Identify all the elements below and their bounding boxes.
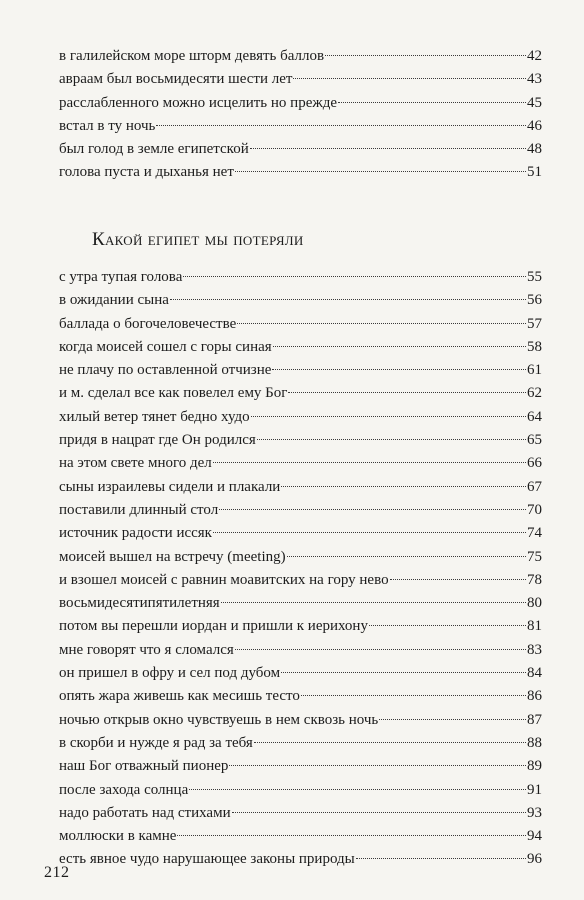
dot-leader bbox=[254, 742, 526, 743]
entry-title: расслабленного можно исцелить но прежде bbox=[59, 94, 338, 111]
entry-page: 78 bbox=[527, 571, 542, 588]
entry-page: 65 bbox=[527, 432, 542, 449]
entry-page: 42 bbox=[527, 48, 542, 64]
toc-entry bbox=[59, 662, 542, 685]
entry-title: моисей вышел на встречу (meeting) bbox=[59, 548, 286, 565]
entry-title: мне говорят что я сломался bbox=[59, 641, 234, 658]
toc-entry bbox=[59, 161, 542, 184]
dot-leader bbox=[273, 346, 526, 347]
dot-leader bbox=[229, 765, 526, 766]
toc-entry bbox=[59, 755, 542, 778]
dot-leader bbox=[237, 323, 526, 324]
entry-page: 93 bbox=[527, 804, 542, 821]
dot-leader bbox=[281, 486, 526, 487]
entry-page: 81 bbox=[527, 618, 542, 635]
toc-entry bbox=[59, 569, 542, 592]
dot-leader bbox=[288, 392, 526, 393]
entry-title: надо работать над стихами bbox=[59, 804, 231, 821]
toc-entry bbox=[59, 825, 542, 848]
entry-page: 58 bbox=[527, 338, 542, 355]
dot-leader bbox=[379, 719, 526, 720]
entry-title: в скорби и нужде я рад за тебя bbox=[59, 734, 253, 751]
dot-leader bbox=[183, 276, 526, 277]
entry-title: в ожидании сына bbox=[59, 292, 169, 309]
dot-leader bbox=[281, 672, 526, 673]
dot-leader bbox=[325, 55, 526, 56]
entry-title: сыны израилевы сидели и плакали bbox=[59, 478, 281, 495]
entry-page: 84 bbox=[527, 665, 542, 682]
entry-title: придя в нацрат где Он родился bbox=[59, 432, 256, 449]
entry-page: 46 bbox=[527, 117, 542, 134]
toc-entry bbox=[59, 406, 542, 429]
entry-page: 74 bbox=[527, 525, 542, 542]
toc-entry bbox=[59, 359, 542, 382]
entry-title: источник радости иссяк bbox=[59, 525, 212, 542]
entry-title: потом вы перешли иордан и пришли к иерихону bbox=[59, 618, 368, 635]
entry-title: когда моисей сошел с горы синая bbox=[59, 338, 272, 355]
toc-entry bbox=[59, 115, 542, 138]
entry-title: ночью открыв окно чувствуешь в нем сквозь ночь bbox=[59, 711, 379, 728]
dot-leader bbox=[235, 649, 526, 650]
entry-title: встал в ту ночь bbox=[59, 117, 156, 134]
entry-page: 67 bbox=[527, 478, 542, 495]
toc-entry bbox=[59, 382, 542, 405]
entry-page: 88 bbox=[527, 734, 542, 751]
dot-leader bbox=[232, 812, 526, 813]
toc-entry bbox=[59, 685, 542, 708]
toc-entry bbox=[59, 522, 542, 545]
toc-entry bbox=[59, 138, 542, 161]
entry-title: после захода солнца bbox=[59, 781, 189, 798]
entry-title: восьмидесятипятилетняя bbox=[59, 595, 220, 612]
toc-section-list bbox=[59, 266, 542, 872]
dot-leader bbox=[369, 625, 526, 626]
entry-page: 55 bbox=[527, 269, 542, 285]
entry-title: голова пуста и дыханья нет bbox=[59, 164, 234, 181]
entry-page: 56 bbox=[527, 292, 542, 309]
entry-page: 80 bbox=[527, 595, 542, 612]
toc-entry bbox=[59, 709, 542, 732]
toc-entry bbox=[59, 68, 542, 91]
toc-entry bbox=[59, 779, 542, 802]
entry-page: 94 bbox=[527, 828, 542, 845]
entry-title: опять жара живешь как месишь тесто bbox=[59, 688, 300, 705]
entry-page: 87 bbox=[527, 711, 542, 728]
toc-entry bbox=[59, 802, 542, 825]
entry-title: не плачу по оставленной отчизне bbox=[59, 362, 272, 379]
entry-title: и взошел моисей с равнин моавитских на гору нево bbox=[59, 571, 389, 588]
toc-top-list bbox=[59, 45, 542, 185]
dot-leader bbox=[257, 439, 526, 440]
entry-title: моллюски в камне bbox=[59, 828, 177, 845]
dot-leader bbox=[301, 695, 526, 696]
entry-title: авраам был восьмидесяти шести лет bbox=[59, 71, 293, 88]
entry-page: 57 bbox=[527, 315, 542, 332]
toc-entry bbox=[59, 289, 542, 312]
entry-page: 64 bbox=[527, 408, 542, 425]
entry-page: 48 bbox=[527, 141, 542, 158]
toc-entry bbox=[59, 592, 542, 615]
entry-page: 43 bbox=[527, 71, 542, 88]
toc-entry bbox=[59, 45, 542, 68]
section-title: Какой египет мы потеряли bbox=[92, 229, 304, 250]
dot-leader bbox=[213, 532, 526, 533]
toc-entry bbox=[59, 452, 542, 475]
dot-leader bbox=[177, 835, 526, 836]
toc-entry bbox=[59, 546, 542, 569]
toc-entry bbox=[59, 732, 542, 755]
entry-title: и м. сделал все как повелел ему Бог bbox=[59, 385, 288, 402]
dot-leader bbox=[251, 416, 526, 417]
entry-page: 45 bbox=[527, 94, 542, 111]
entry-title: на этом свете много дел bbox=[59, 455, 212, 472]
entry-page: 62 bbox=[527, 385, 542, 402]
toc-entry bbox=[59, 615, 542, 638]
entry-page: 66 bbox=[527, 455, 542, 472]
toc-entry bbox=[59, 639, 542, 662]
toc-entry bbox=[59, 848, 542, 871]
dot-leader bbox=[390, 579, 526, 580]
entry-page: 89 bbox=[527, 758, 542, 775]
dot-leader bbox=[338, 102, 526, 103]
entry-title: он пришел в офру и сел под дубом bbox=[59, 665, 281, 682]
entry-page: 75 bbox=[527, 548, 542, 565]
entry-page: 86 bbox=[527, 688, 542, 705]
entry-title: хилый ветер тянет бедно худо bbox=[59, 408, 250, 425]
dot-leader bbox=[293, 78, 526, 79]
entry-title: баллада о богочеловечестве bbox=[59, 315, 237, 332]
page-number: 212 bbox=[44, 864, 70, 881]
entry-title: в галилейском море шторм девять баллов bbox=[59, 48, 325, 64]
dot-leader bbox=[235, 171, 526, 172]
dot-leader bbox=[219, 509, 526, 510]
toc-entry bbox=[59, 92, 542, 115]
entry-title: был голод в земле египетской bbox=[59, 141, 249, 158]
entry-title: поставили длинный стол bbox=[59, 501, 219, 518]
entry-page: 61 bbox=[527, 362, 542, 379]
toc-entry bbox=[59, 336, 542, 359]
toc-entry bbox=[59, 476, 542, 499]
entry-page: 70 bbox=[527, 501, 542, 518]
dot-leader bbox=[221, 602, 526, 603]
entry-title: с утра тупая голова bbox=[59, 269, 183, 285]
dot-leader bbox=[287, 556, 526, 557]
entry-title: наш Бог отважный пионер bbox=[59, 758, 229, 775]
toc-entry bbox=[59, 266, 542, 289]
dot-leader bbox=[356, 858, 526, 859]
dot-leader bbox=[272, 369, 526, 370]
entry-title: есть явное чудо нарушающее законы природы bbox=[59, 851, 355, 868]
toc-entry bbox=[59, 429, 542, 452]
dot-leader bbox=[189, 789, 526, 790]
toc-entry bbox=[59, 499, 542, 522]
toc-entry bbox=[59, 313, 542, 336]
entry-page: 51 bbox=[527, 164, 542, 181]
dot-leader bbox=[170, 299, 526, 300]
dot-leader bbox=[213, 462, 526, 463]
entry-page: 83 bbox=[527, 641, 542, 658]
dot-leader bbox=[156, 125, 526, 126]
entry-page: 96 bbox=[527, 851, 542, 868]
entry-page: 91 bbox=[527, 781, 542, 798]
dot-leader bbox=[250, 148, 526, 149]
